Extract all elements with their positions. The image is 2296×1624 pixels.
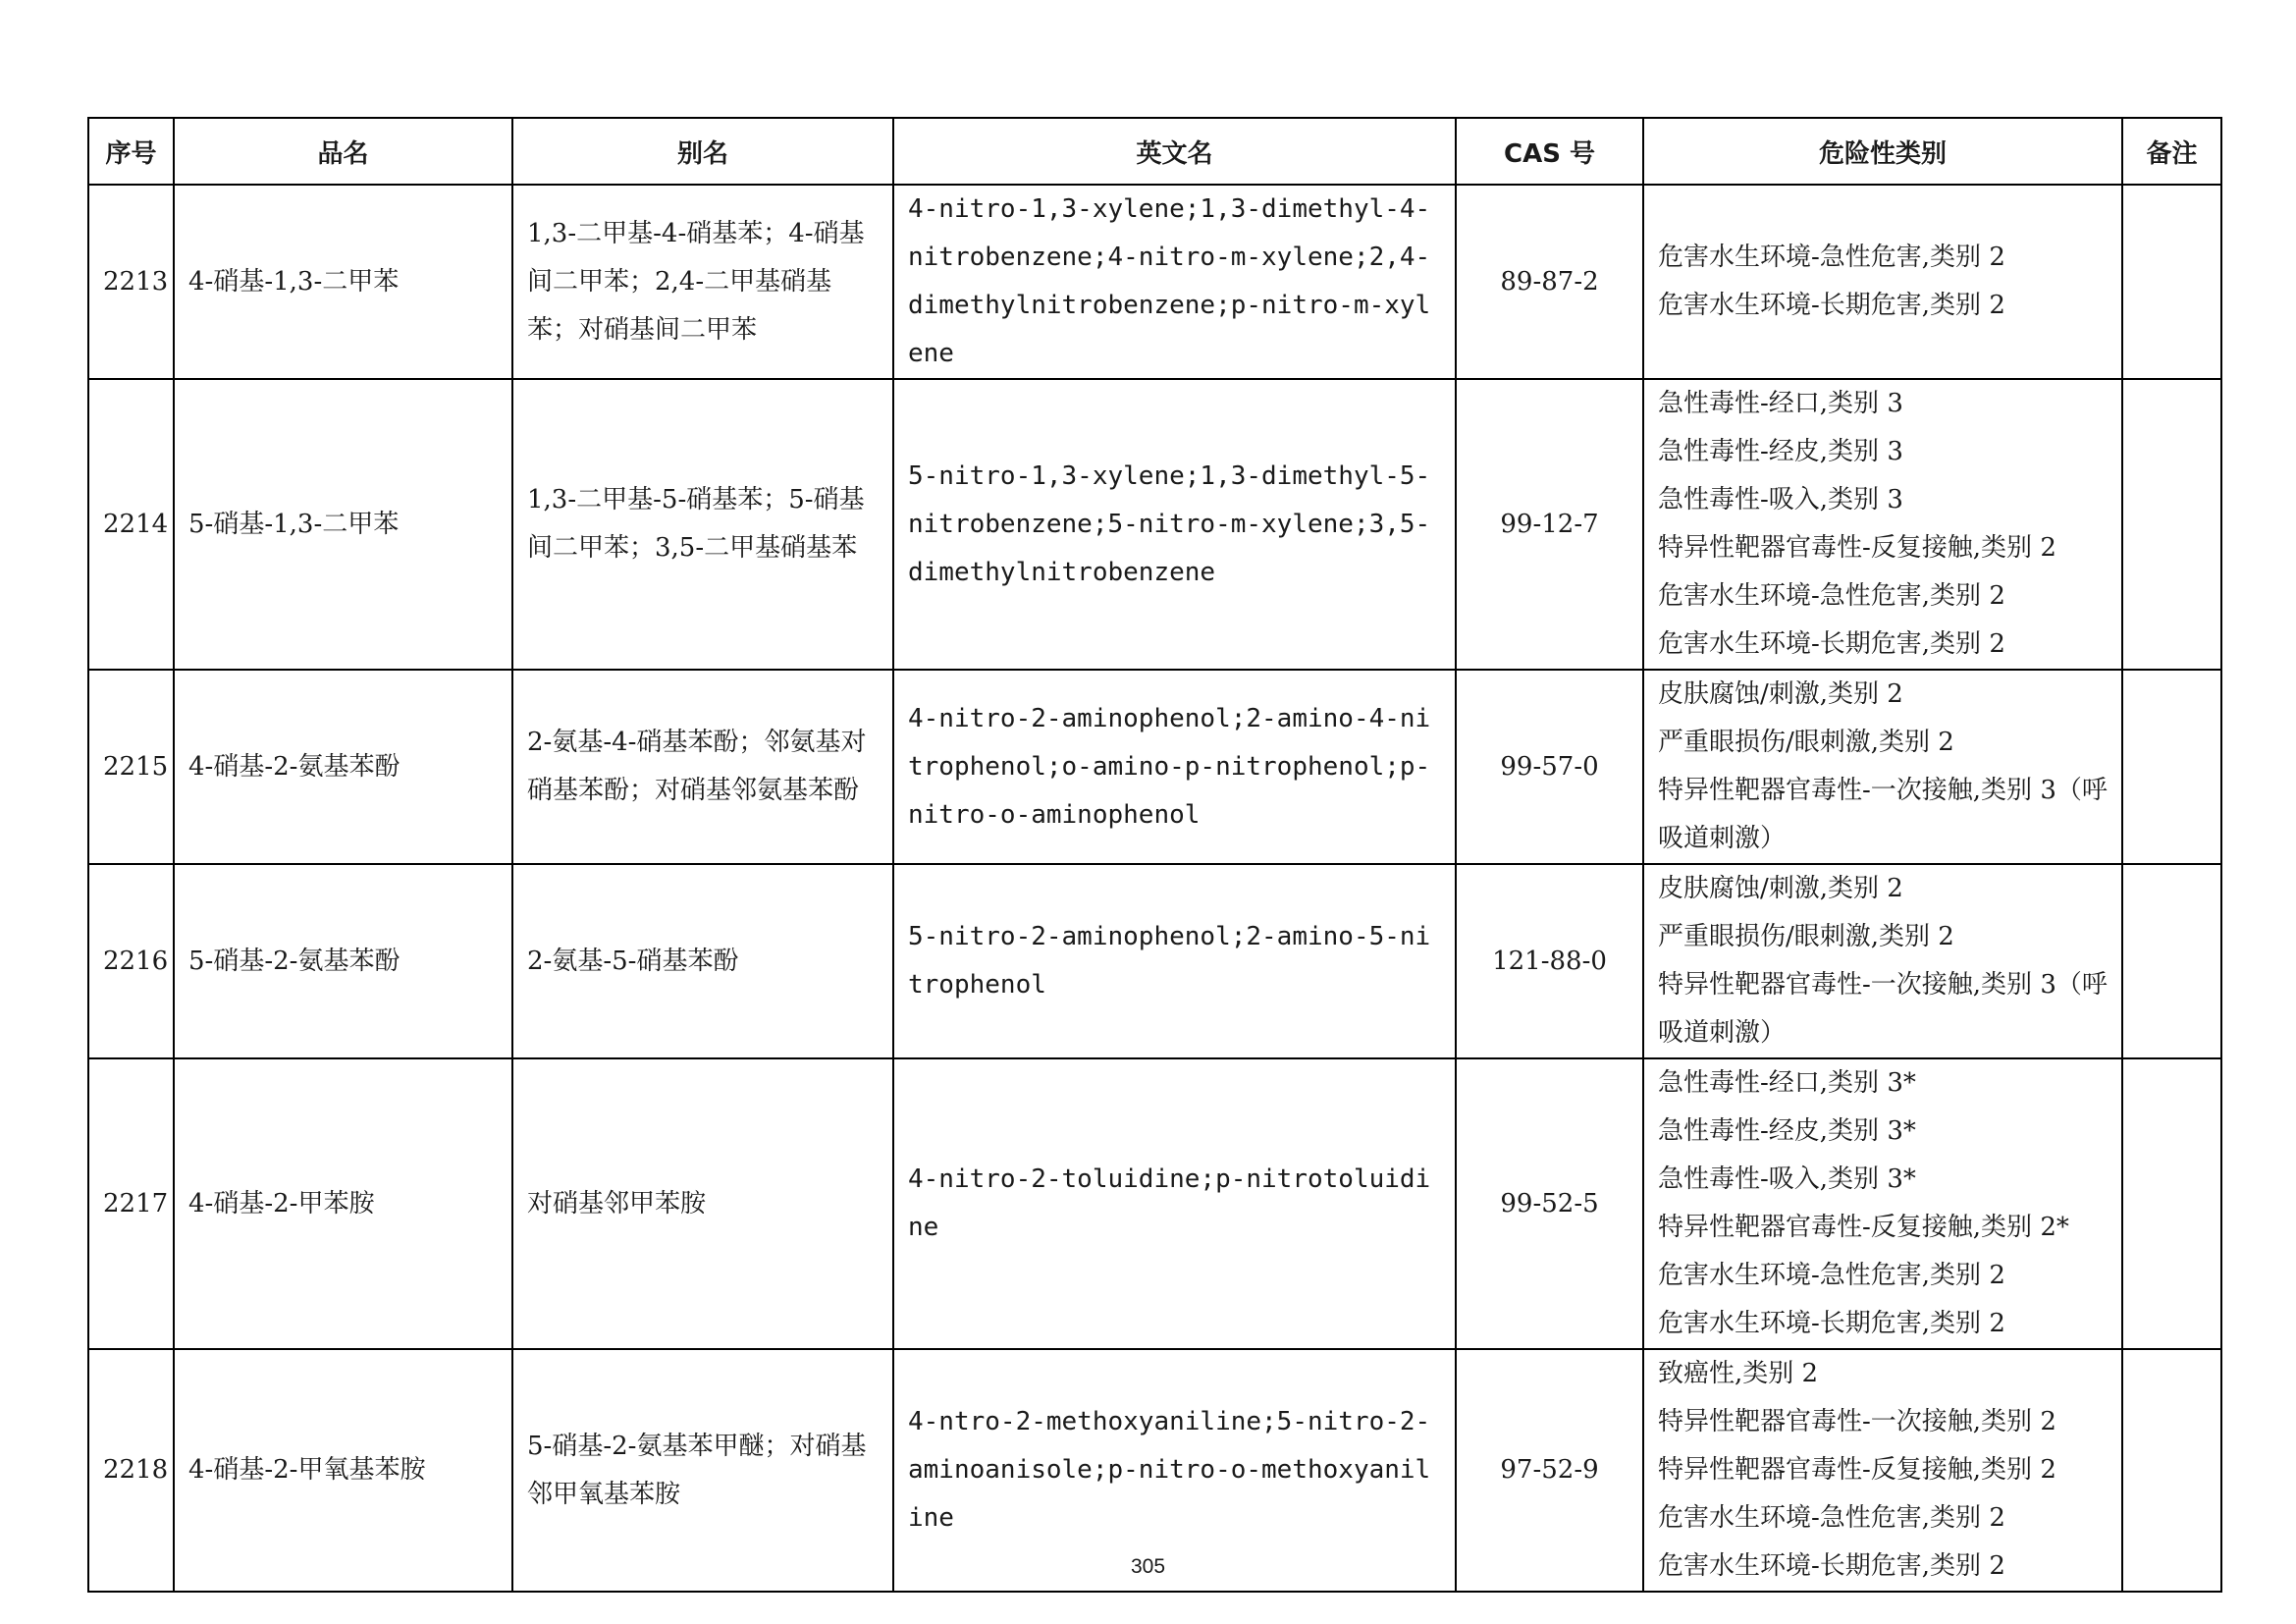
hazard-item: 特异性靶器官毒性-反复接触,类别 2* <box>1658 1213 2069 1242</box>
cell-english: 4-nitro-2-toluidine;p-nitrotoluidine <box>893 1058 1456 1349</box>
cell-hazard <box>1643 1058 2122 1349</box>
cell-no: 2215 <box>88 670 174 864</box>
cell-remark <box>2122 1058 2221 1349</box>
cell-english: 4-ntro-2-methoxyaniline;5-nitro-2-aminoanisole;p-nitro-o-methoxyaniline <box>893 1349 1456 1592</box>
cell-cas: 89-87-2 <box>1456 185 1643 379</box>
cell-alias: 1,3-二甲基-4-硝基苯；4-硝基间二甲苯；2,4-二甲基硝基苯；对硝基间二甲苯 <box>512 185 893 379</box>
hazard-item: 皮肤腐蚀/刺激,类别 2 <box>1658 679 1903 709</box>
hazard-item: 特异性靶器官毒性-一次接触,类别 3（呼吸道刺激） <box>1658 970 2108 1048</box>
cell-name: 5-硝基-2-氨基苯酚 <box>174 864 512 1058</box>
hazard-item: 特异性靶器官毒性-反复接触,类别 2 <box>1658 533 2056 563</box>
hazard-item: 特异性靶器官毒性-一次接触,类别 3（呼吸道刺激） <box>1658 776 2108 853</box>
chemical-table <box>87 117 2222 1593</box>
cell-english: 4-nitro-1,3-xylene;1,3-dimethyl-4-nitrobenzene;4-nitro-m-xylene;2,4-dimethylnitrobenzene;p-nitro-m-xylene <box>893 185 1456 379</box>
cell-cas: 121-88-0 <box>1456 864 1643 1058</box>
cell-no: 2217 <box>88 1058 174 1349</box>
hazard-item: 急性毒性-吸入,类别 3* <box>1658 1164 1916 1194</box>
hazard-item: 严重眼损伤/眼刺激,类别 2 <box>1658 922 1954 951</box>
cell-name: 4-硝基-1,3-二甲苯 <box>174 185 512 379</box>
cell-alias: 1,3-二甲基-5-硝基苯；5-硝基间二甲苯；3,5-二甲基硝基苯 <box>512 379 893 670</box>
header-hazard: 危险性类别 <box>1643 118 2122 185</box>
cell-alias: 2-氨基-4-硝基苯酚；邻氨基对硝基苯酚；对硝基邻氨基苯酚 <box>512 670 893 864</box>
hazard-item: 急性毒性-吸入,类别 3 <box>1658 485 1903 514</box>
hazard-item: 危害水生环境-急性危害,类别 2 <box>1658 1261 2005 1290</box>
table-row <box>88 1058 2221 1349</box>
cell-no: 2218 <box>88 1349 174 1592</box>
cell-name: 4-硝基-2-甲苯胺 <box>174 1058 512 1349</box>
cell-english: 5-nitro-2-aminophenol;2-amino-5-nitrophenol <box>893 864 1456 1058</box>
header-row <box>88 118 2221 185</box>
hazard-item: 危害水生环境-急性危害,类别 2 <box>1658 243 2005 272</box>
hazard-item: 特异性靶器官毒性-一次接触,类别 2 <box>1658 1407 2056 1436</box>
cell-english: 4-nitro-2-aminophenol;2-amino-4-nitrophenol;o-amino-p-nitrophenol;p-nitro-o-aminophenol <box>893 670 1456 864</box>
hazard-item: 危害水生环境-急性危害,类别 2 <box>1658 1503 2005 1533</box>
cell-english: 5-nitro-1,3-xylene;1,3-dimethyl-5-nitrobenzene;5-nitro-m-xylene;3,5-dimethylnitrobenzene <box>893 379 1456 670</box>
cell-no: 2213 <box>88 185 174 379</box>
cell-remark <box>2122 185 2221 379</box>
table-row <box>88 185 2221 379</box>
cell-remark <box>2122 670 2221 864</box>
cell-cas: 97-52-9 <box>1456 1349 1643 1592</box>
hazard-item: 危害水生环境-长期危害,类别 2 <box>1658 1551 2005 1581</box>
cell-alias: 对硝基邻甲苯胺 <box>512 1058 893 1349</box>
hazard-item: 急性毒性-经口,类别 3* <box>1658 1068 1916 1098</box>
hazard-item: 严重眼损伤/眼刺激,类别 2 <box>1658 728 1954 757</box>
cell-name: 4-硝基-2-氨基苯酚 <box>174 670 512 864</box>
cell-cas: 99-57-0 <box>1456 670 1643 864</box>
cell-remark <box>2122 379 2221 670</box>
table-row <box>88 864 2221 1058</box>
header-cas: CAS 号 <box>1456 118 1643 185</box>
hazard-item: 急性毒性-经口,类别 3 <box>1658 389 1903 418</box>
hazard-item: 急性毒性-经皮,类别 3* <box>1658 1116 1916 1146</box>
cell-alias: 5-硝基-2-氨基苯甲醚；对硝基邻甲氧基苯胺 <box>512 1349 893 1592</box>
cell-hazard <box>1643 379 2122 670</box>
cell-hazard <box>1643 864 2122 1058</box>
cell-no: 2216 <box>88 864 174 1058</box>
hazard-item: 危害水生环境-长期危害,类别 2 <box>1658 291 2005 320</box>
cell-alias: 2-氨基-5-硝基苯酚 <box>512 864 893 1058</box>
header-remark: 备注 <box>2122 118 2221 185</box>
table-row <box>88 379 2221 670</box>
hazard-item: 危害水生环境-急性危害,类别 2 <box>1658 581 2005 611</box>
cell-no: 2214 <box>88 379 174 670</box>
table-row <box>88 670 2221 864</box>
cell-cas: 99-12-7 <box>1456 379 1643 670</box>
cell-name: 5-硝基-1,3-二甲苯 <box>174 379 512 670</box>
cell-hazard <box>1643 670 2122 864</box>
cell-remark <box>2122 864 2221 1058</box>
hazard-item: 致癌性,类别 2 <box>1658 1359 1819 1388</box>
hazard-item: 急性毒性-经皮,类别 3 <box>1658 437 1903 466</box>
header-no: 序号 <box>88 118 174 185</box>
header-name: 品名 <box>174 118 512 185</box>
header-alias: 别名 <box>512 118 893 185</box>
page-number: 305 <box>1130 1555 1166 1578</box>
hazard-item: 特异性靶器官毒性-反复接触,类别 2 <box>1658 1455 2056 1485</box>
cell-hazard <box>1643 185 2122 379</box>
hazard-item: 危害水生环境-长期危害,类别 2 <box>1658 629 2005 659</box>
hazard-item: 皮肤腐蚀/刺激,类别 2 <box>1658 874 1903 903</box>
header-english: 英文名 <box>893 118 1456 185</box>
cell-name: 4-硝基-2-甲氧基苯胺 <box>174 1349 512 1592</box>
cell-cas: 99-52-5 <box>1456 1058 1643 1349</box>
hazard-item: 危害水生环境-长期危害,类别 2 <box>1658 1309 2005 1338</box>
